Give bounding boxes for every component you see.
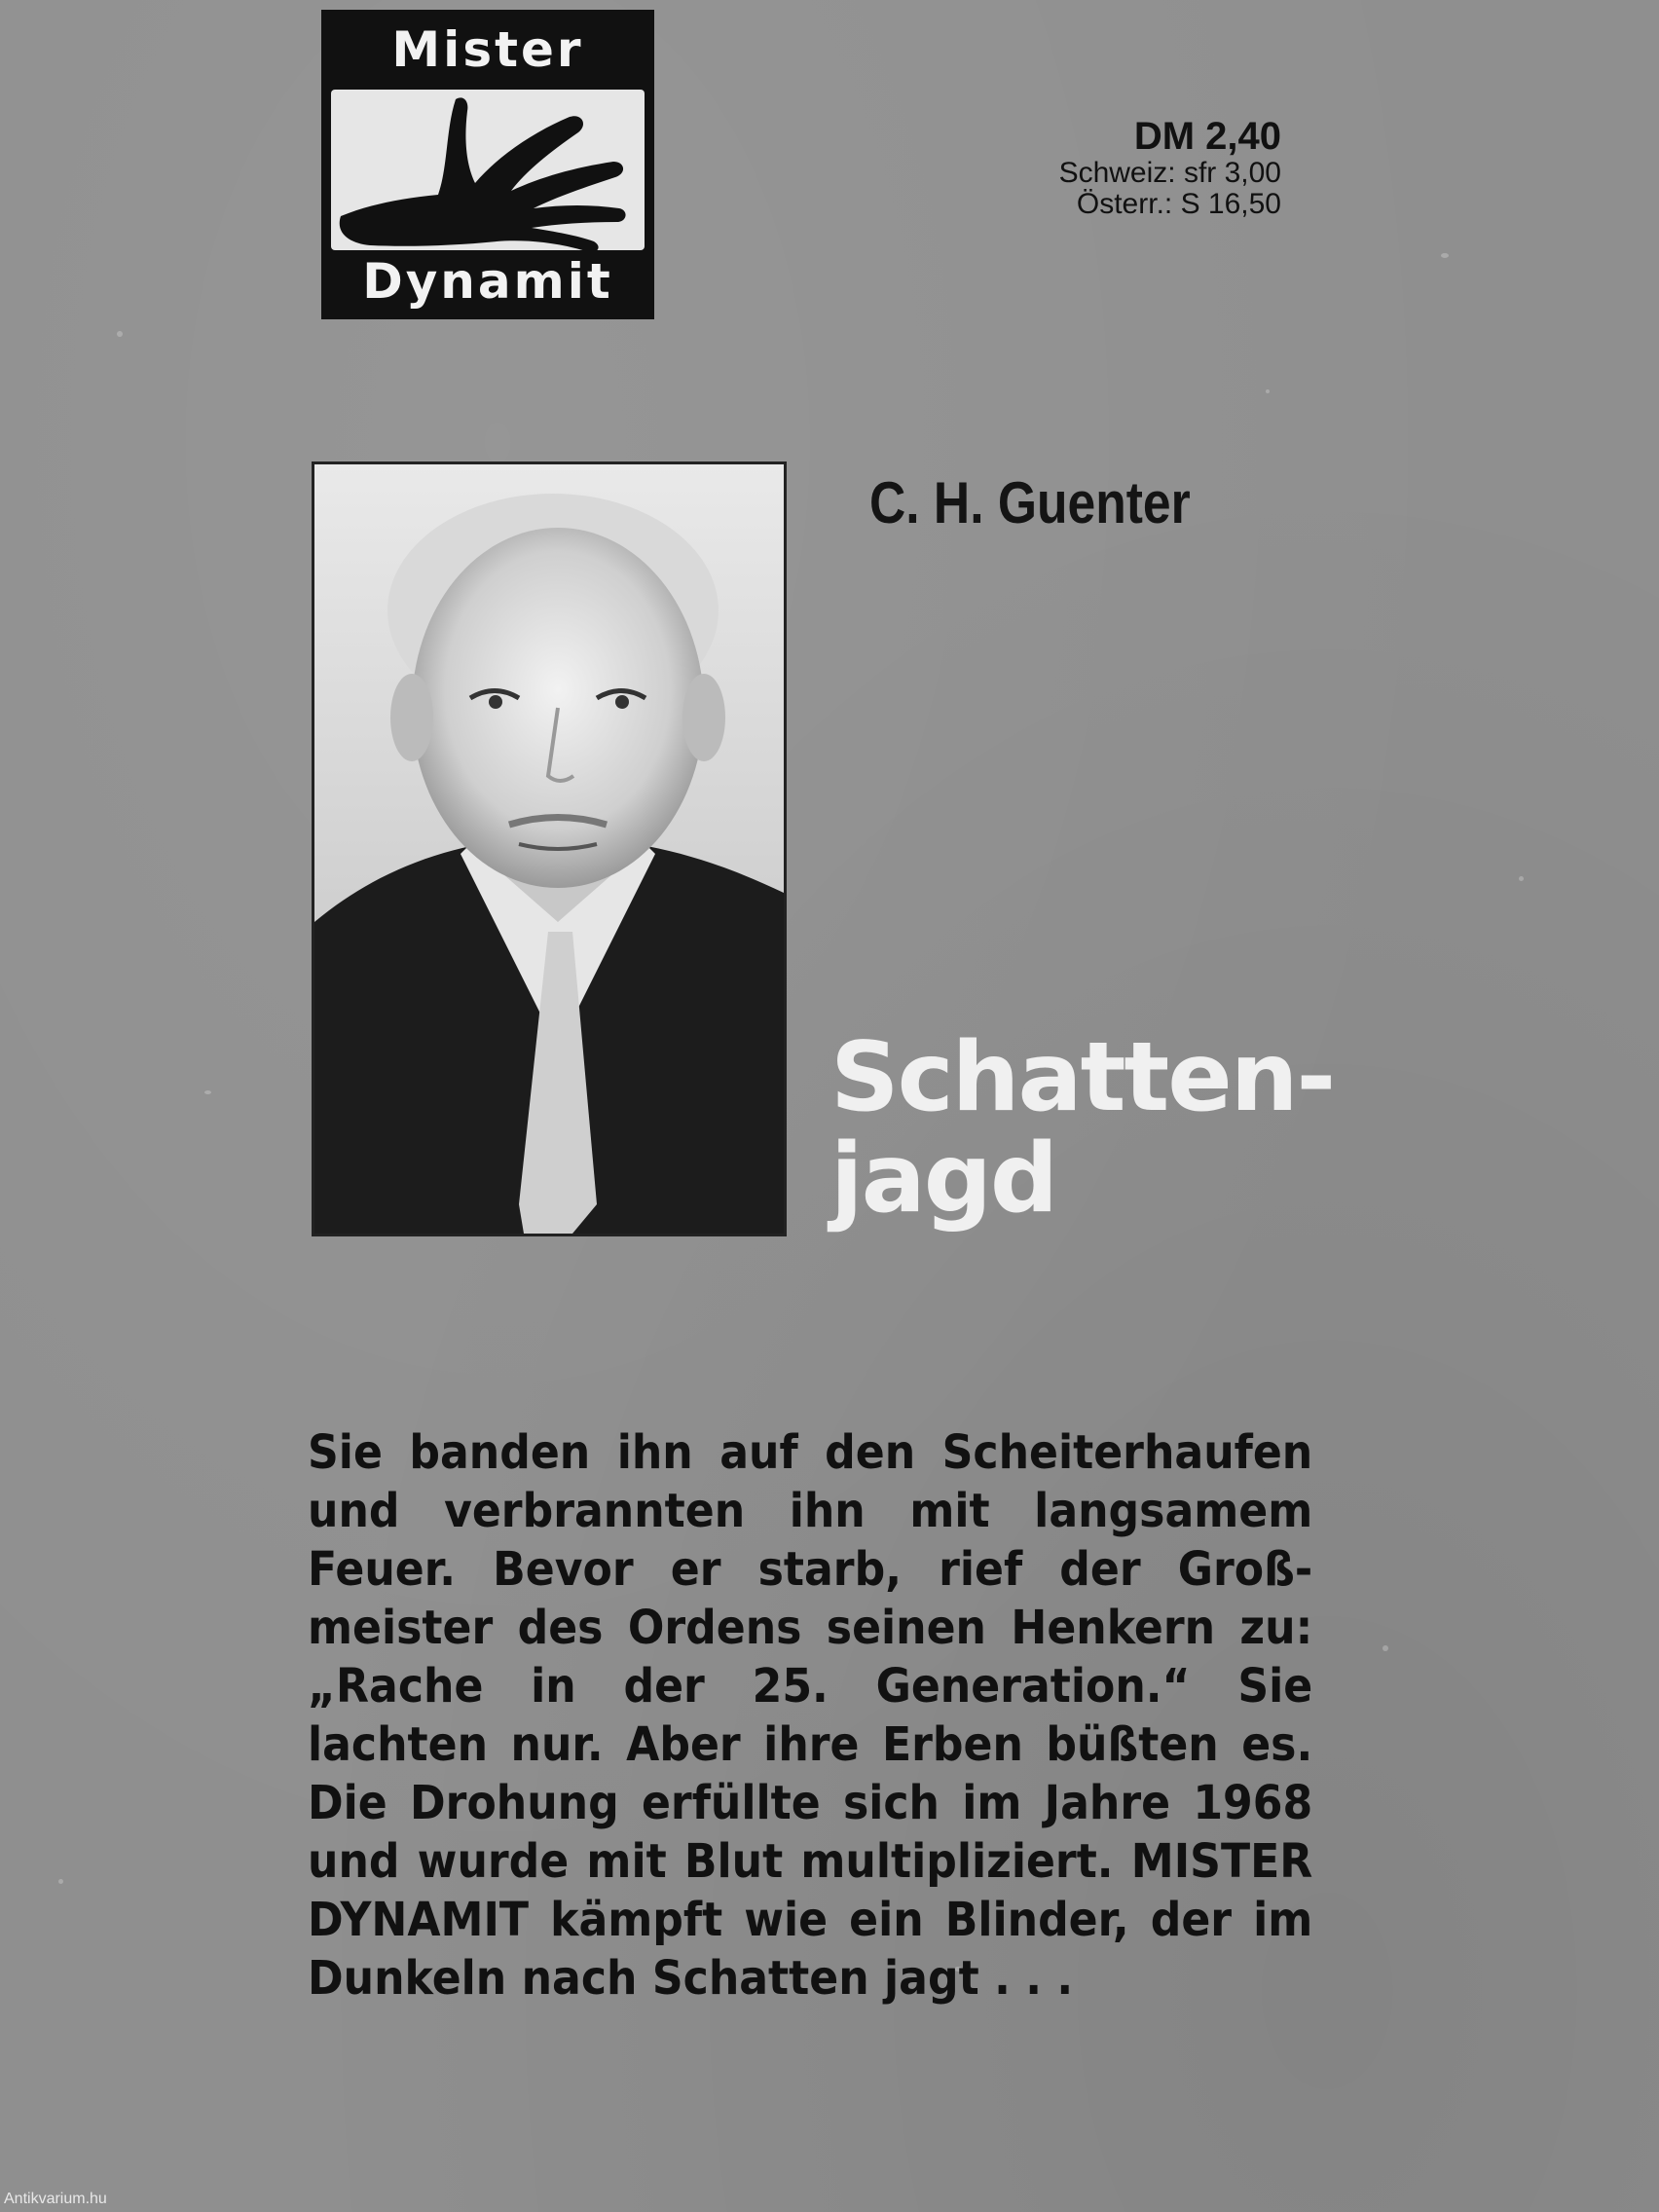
logo-panel xyxy=(331,90,645,250)
hand-icon xyxy=(331,90,645,250)
logo-title-top: Mister xyxy=(391,21,584,78)
blurb-text: Sie banden ihn auf den Scheiterhaufen und verbrannten ihn mit langsamem Feuer. Bevor er starb, rief der Großmeister des Ordens seinen Henkern zu: „Rache in der 25. Generation.“ Sie lachten nur. Aber ihre Erben büßten es. Die Drohung erfüllte sich im Jahre 1968 und wurde mit Blut multipliziert. MISTER DYNAMIT kämpft wie ein Blinder, der im Dunkeln nach Schatten jagt . . . xyxy=(308,1425,1313,2006)
price-block xyxy=(1059,115,1281,220)
price-dm: DM 2,40 xyxy=(1133,115,1281,158)
logo-title-bottom: Dynamit xyxy=(362,253,613,310)
book-title-line-2: jagd xyxy=(830,1124,1057,1235)
author-name: C. H. Guenter xyxy=(869,470,1191,535)
book-title xyxy=(830,1022,1335,1235)
watermark: Antikvarium.hu xyxy=(4,2191,107,2207)
price-austria: Österr.: S 16,50 xyxy=(1076,188,1281,220)
book-title-line-1: Schatten- xyxy=(830,1022,1335,1133)
series-logo xyxy=(321,10,654,319)
price-switzerland: Schweiz: sfr 3,00 xyxy=(1058,157,1281,189)
author-photo xyxy=(312,461,787,1236)
